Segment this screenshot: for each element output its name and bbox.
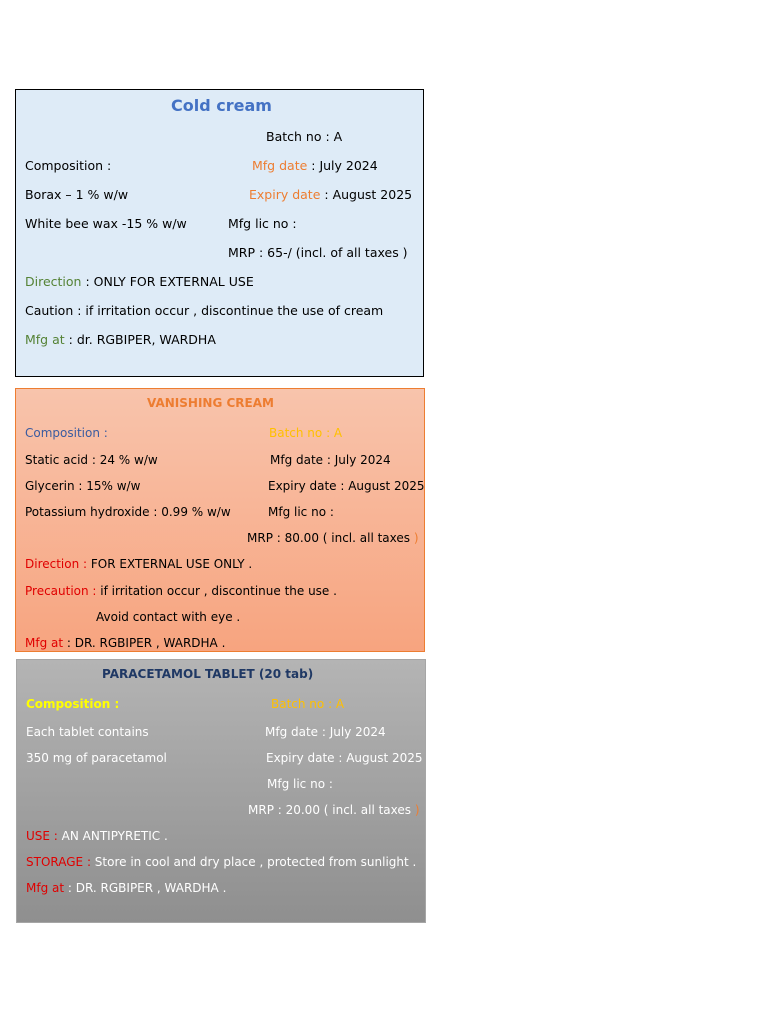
van-mfg-at: [25, 637, 225, 649]
cold-mfg-date-value: : July 2024: [307, 158, 378, 173]
para-each-tablet: Each tablet contains: [26, 725, 149, 739]
van-mfg-at-value: : DR. RGBIPER , WARDHA .: [63, 636, 226, 650]
cold-mfg-date: [252, 160, 378, 173]
cold-mfg-at-label: Mfg at: [25, 332, 65, 347]
cold-cream-label: [15, 89, 424, 377]
van-mfg-date: Mfg date : July 2024: [270, 453, 391, 467]
paracetamol-label: [16, 659, 426, 923]
van-direction-value: FOR EXTERNAL USE ONLY .: [90, 557, 253, 571]
van-precaution: [25, 585, 337, 597]
para-mrp-text: MRP : 20.00 ( incl. all taxes: [248, 803, 415, 817]
para-storage-value: Store in cool and dry place , protected from sunlight .: [94, 855, 417, 869]
cold-caution: Caution : if irritation occur , discontinue the use of cream: [25, 303, 384, 318]
cold-mfg-at-value: : dr. RGBIPER, WARDHA: [64, 332, 216, 347]
van-mfg-at-label: Mfg at: [25, 636, 64, 650]
cold-mrp: MRP : 65-/ (incl. of all taxes ): [228, 245, 408, 260]
van-precaution-label: Precaution :: [25, 584, 101, 598]
van-stearic: Static acid : 24 % w/w: [25, 453, 158, 467]
para-mfg-at-label: Mfg at: [26, 881, 65, 895]
para-use-label: USE :: [26, 829, 62, 843]
cold-batch: Batch no : A: [266, 129, 343, 144]
para-storage-label: STORAGE :: [26, 855, 95, 869]
paracetamol-title: PARACETAMOL TABLET (20 tab): [102, 667, 314, 681]
van-mrp: [247, 532, 419, 544]
para-mrp-close: ): [414, 803, 420, 817]
van-koh: Potassium hydroxide : 0.99 % w/w: [25, 505, 231, 519]
van-avoid: Avoid contact with eye .: [96, 610, 241, 624]
para-mfg-at: [26, 882, 226, 894]
para-composition-label: Composition :: [26, 697, 120, 711]
cold-expiry-value: : August 2025: [320, 187, 413, 202]
van-batch: Batch no : A: [269, 426, 343, 440]
cold-cream-title: Cold cream: [171, 96, 272, 115]
cold-expiry-label: Expiry date: [249, 187, 321, 202]
para-mfg-date: Mfg date : July 2024: [265, 725, 386, 739]
para-mfg-lic: Mfg lic no :: [267, 777, 333, 791]
para-storage: [26, 856, 416, 868]
cold-mfg-lic: Mfg lic no :: [228, 216, 297, 231]
para-expiry: Expiry date : August 2025: [266, 751, 423, 765]
para-mfg-at-value: : DR. RGBIPER , WARDHA .: [64, 881, 227, 895]
van-mfg-lic: Mfg lic no :: [268, 505, 334, 519]
cold-expiry: [249, 189, 412, 202]
van-precaution-value: if irritation occur , discontinue the use .: [100, 584, 337, 598]
cold-composition-label: Composition :: [25, 158, 112, 173]
cold-borax: Borax – 1 % w/w: [25, 187, 129, 202]
vanishing-cream-title: VANISHING CREAM: [147, 396, 274, 410]
cold-mfg-at: [25, 334, 216, 347]
vanishing-cream-label: [15, 388, 425, 652]
van-direction: [25, 558, 252, 570]
van-mrp-close: ): [413, 531, 419, 545]
para-mg: 350 mg of paracetamol: [26, 751, 167, 765]
van-composition-label: Composition :: [25, 426, 108, 440]
cold-mfg-date-label: Mfg date: [252, 158, 308, 173]
para-use: [26, 830, 168, 842]
van-expiry: Expiry date : August 2025: [268, 479, 425, 493]
cold-direction-label: Direction: [25, 274, 82, 289]
cold-direction: [25, 276, 254, 289]
para-mrp: [248, 804, 420, 816]
cold-bee-wax: White bee wax -15 % w/w: [25, 216, 187, 231]
para-batch: Batch no : A: [271, 697, 345, 711]
para-use-value: AN ANTIPYRETIC .: [61, 829, 168, 843]
van-mrp-text: MRP : 80.00 ( incl. all taxes: [247, 531, 414, 545]
van-glycerin: Glycerin : 15% w/w: [25, 479, 141, 493]
van-direction-label: Direction :: [25, 557, 91, 571]
cold-direction-value: : ONLY FOR EXTERNAL USE: [81, 274, 254, 289]
